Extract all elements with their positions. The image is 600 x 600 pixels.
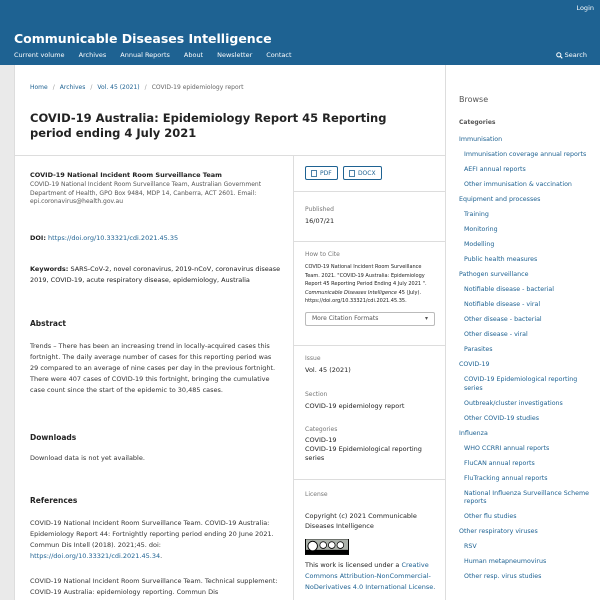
sidebar-subcategory-link[interactable]: FluCAN annual reports	[464, 459, 535, 467]
nav-annual-reports[interactable]: Annual Reports	[120, 51, 170, 59]
breadcrumb-separator: /	[90, 84, 93, 91]
sidebar-subcategory-link[interactable]: Parasites	[464, 346, 493, 353]
sidebar-subcategory-link[interactable]: Public health measures	[464, 256, 538, 263]
doi-link[interactable]: https://doi.org/10.33321/cdi.2021.45.35	[48, 234, 179, 242]
breadcrumb-separator: /	[144, 84, 147, 91]
sidebar-subcategory-link[interactable]: Notifiable disease - bacterial	[464, 286, 555, 293]
sidebar-subcategory-link[interactable]: Other COVID-19 studies	[464, 414, 540, 422]
breadcrumb-home[interactable]: Home	[30, 84, 48, 91]
doi-label: DOI:	[30, 234, 46, 242]
keywords-label: Keywords:	[30, 265, 69, 273]
breadcrumb-separator: /	[52, 84, 55, 91]
sidebar-subcategory-link[interactable]: Immunisation coverage annual reports	[464, 151, 587, 158]
breadcrumb-current: COVID-19 epidemiology report	[151, 84, 244, 91]
sidebar-subcategory-link[interactable]: Other resp. virus studies	[464, 573, 542, 580]
article-title: COVID-19 Australia: Epidemiology Report 45 Reporting period ending 4 July 2021	[30, 111, 387, 140]
sidebar-subcategory-link[interactable]: Other flu studies	[464, 513, 517, 520]
cc-license-icon	[306, 539, 348, 555]
sidebar-subcategory-link[interactable]: Modelling	[464, 241, 495, 248]
downloads-heading: Downloads	[30, 433, 77, 442]
reference-item	[30, 518, 280, 562]
breadcrumb-archives[interactable]: Archives	[59, 84, 86, 91]
sidebar-category-link[interactable]: COVID-19	[459, 361, 490, 368]
sidebar-subcategory-link[interactable]: RSV	[464, 543, 477, 550]
sidebar-subcategory-link[interactable]: Notifiable disease - viral	[464, 301, 541, 308]
reference-text: COVID-19 National Incident Room Surveillance Team. Technical supplement: COVID-19 Australia: epidemiology reporting. Commun Dis	[30, 577, 278, 596]
nav-contact[interactable]: Contact	[266, 51, 292, 59]
nav-current-volume[interactable]: Current volume	[14, 51, 65, 59]
sidebar-category-link[interactable]: Other respiratory viruses	[459, 528, 538, 535]
abstract-text: Trends – There has been an increasing trend in locally-acquired cases this fortnight. The daily average number of cases for this reporting period was 29 compared to an average of nine cases per day in the previous fortnight. There were 407 cases of COVID-19 this fortnight, bringing the cumulative case count since the start of the epidemic to 30,485 cases.	[30, 342, 276, 394]
citation-text	[305, 263, 435, 306]
browse-title: Browse	[459, 95, 489, 104]
sidebar-subcategory-link[interactable]: COVID-19 Epidemiological reporting series	[464, 376, 578, 392]
site-title[interactable]: Communicable Diseases Intelligence	[14, 31, 272, 46]
pdf-button[interactable]	[305, 166, 338, 180]
document-icon	[349, 170, 355, 177]
category-list	[459, 136, 594, 588]
category-link[interactable]: COVID-19	[305, 436, 337, 444]
login-link[interactable]: Login	[576, 4, 594, 12]
sidebar-subcategory-link[interactable]: National Influenza Surveillance Scheme reports	[464, 489, 590, 505]
published-date: 16/07/21	[305, 217, 335, 225]
search-label: Search	[564, 51, 587, 59]
sidebar-subcategory-link[interactable]: AEFI annual reports	[464, 166, 526, 173]
citation-formats-label: More Citation Formats	[312, 315, 379, 322]
license-block	[305, 491, 437, 593]
divider	[294, 479, 445, 480]
issue-block	[305, 355, 351, 374]
browse-sidebar	[446, 65, 600, 600]
reference-item	[30, 576, 280, 598]
breadcrumb-issue[interactable]: Vol. 45 (2021)	[97, 84, 140, 91]
downloads-text: Download data is not yet available.	[30, 454, 145, 462]
references-heading: References	[30, 496, 78, 505]
doi	[30, 234, 178, 242]
sidebar-subcategory-link[interactable]: Training	[464, 211, 489, 218]
cc-license-badge[interactable]	[305, 539, 349, 555]
keywords	[30, 264, 282, 286]
published-label: Published	[305, 206, 334, 213]
sidebar-subcategory-link[interactable]: Outbreak/cluster investigations	[464, 399, 563, 407]
issue-label: Issue	[305, 355, 321, 362]
reference-doi-link[interactable]: https://doi.org/10.33321/cdi.2021.45.34	[30, 552, 161, 560]
author-affiliation: COVID-19 National Incident Room Surveillance Team, Australian Government Department of Health, GPO Box 9484, MDP 14, Canberra, ACT 2601. Email: epi.coronavirus@health.gov.au	[30, 181, 262, 205]
citation-formats-dropdown[interactable]	[305, 312, 435, 326]
author-name: COVID-19 National Incident Room Surveillance Team	[30, 171, 222, 179]
category-link[interactable]: COVID-19 Epidemiological reporting series	[305, 445, 422, 462]
nav-newsletter[interactable]: Newsletter	[217, 51, 253, 59]
section-block	[305, 391, 404, 410]
site-header	[0, 0, 600, 65]
nav-about[interactable]: About	[183, 51, 204, 59]
search-link[interactable]	[556, 51, 587, 59]
categories-label: Categories	[305, 426, 338, 433]
docx-button[interactable]	[343, 166, 382, 180]
sidebar-subcategory-link[interactable]: Other disease - viral	[464, 331, 528, 338]
cite-label: How to Cite	[305, 251, 340, 258]
sidebar-category-link[interactable]: Immunisation	[459, 136, 503, 143]
categories-block	[305, 426, 435, 462]
main-nav	[14, 51, 292, 59]
divider	[15, 155, 445, 156]
reference-end: .	[160, 552, 163, 560]
pdf-label: PDF	[320, 169, 332, 177]
sidebar-subcategory-link[interactable]: Monitoring	[464, 226, 498, 233]
citation-rest: 45 (July). https://doi.org/10.33321/cdi.2021.45.35.	[305, 289, 422, 304]
column-divider	[293, 155, 294, 600]
sidebar-subcategory-link[interactable]: Human metapneumovirus	[464, 558, 547, 565]
citation-journal: Communicable Diseases Intelligence	[305, 289, 398, 296]
chevron-down-icon: ▾	[424, 315, 428, 322]
citation-plain: COVID-19 National Incident Room Surveillance Team. 2021. "COVID-19 Australia: Epidemiology Report 45 Reporting Period Ending 4 July 2021 ".	[305, 264, 427, 287]
license-text	[305, 560, 437, 593]
docx-label: DOCX	[357, 169, 376, 177]
divider	[294, 241, 445, 242]
sidebar-subcategory-link[interactable]: WHO CCRRI annual reports	[464, 444, 550, 452]
search-icon	[556, 52, 563, 59]
keywords-value: SARS-CoV-2, novel coronavirus, 2019-nCoV, coronavirus disease 2019, COVID-19, acute respiratory disease, epidemiology, Australia	[30, 265, 281, 284]
categories-heading: Categories	[459, 119, 496, 126]
article-main	[14, 65, 446, 600]
author-block	[30, 171, 280, 207]
issue-link[interactable]: Vol. 45 (2021)	[305, 366, 351, 374]
breadcrumb	[30, 84, 243, 91]
sidebar-subcategory-link[interactable]: FluTracking annual reports	[464, 474, 548, 482]
document-icon	[311, 170, 317, 177]
divider	[294, 345, 445, 346]
sidebar-category-link[interactable]: Pathogen surveillance	[459, 271, 529, 278]
sidebar-category-link[interactable]: Equipment and processes	[459, 196, 541, 203]
license-link[interactable]: Creative Commons Attribution-NonCommercial-NoDerivatives 4.0 International License.	[305, 561, 436, 591]
sidebar-subcategory-link[interactable]: Other disease - bacterial	[464, 316, 542, 323]
nav-archives[interactable]: Archives	[78, 51, 107, 59]
abstract-heading: Abstract	[30, 319, 67, 328]
published-block	[305, 206, 334, 225]
copyright-text: Copyright (c) 2021 Communicable Diseases Intelligence	[305, 512, 417, 530]
divider	[294, 191, 445, 192]
galley-links	[305, 166, 382, 180]
section-value: COVID-19 epidemiology report	[305, 402, 405, 410]
section-label: Section	[305, 391, 328, 398]
reference-text: COVID-19 National Incident Room Surveillance Team. COVID-19 Australia: Epidemiology Report 44: Fortnightly reporting period ending 20 June 2021. Commun Dis Intell (2018). 2021;45. doi:	[30, 519, 274, 549]
license-sentence: This work is licensed under a	[305, 561, 400, 569]
license-label: License	[305, 491, 328, 498]
sidebar-subcategory-link[interactable]: Other immunisation & vaccination	[464, 181, 572, 188]
sidebar-category-link[interactable]: Influenza	[459, 429, 488, 437]
how-to-cite	[305, 251, 435, 326]
